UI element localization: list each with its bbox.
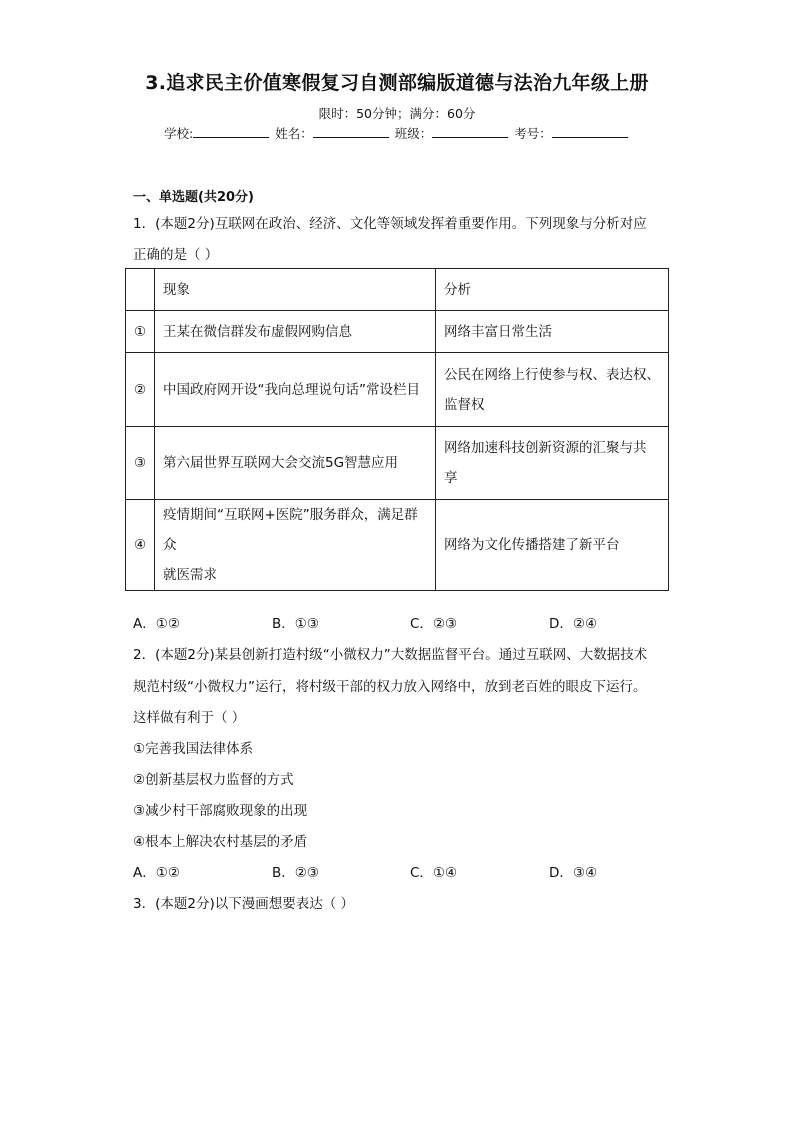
name-label: 姓名： [275, 126, 313, 141]
q2-item: ④根本上解决农村基层的矛盾 [133, 834, 308, 850]
exam-number-blank[interactable] [552, 125, 628, 138]
table-row [126, 311, 669, 353]
q2-option-a[interactable]: A．①② [133, 865, 180, 881]
q2-option-d[interactable]: D．③④ [549, 865, 598, 881]
name-blank[interactable] [313, 125, 389, 138]
q1-stem-line2: 正确的是（ ） [133, 247, 219, 263]
q2-item: ①完善我国法律体系 [133, 741, 254, 757]
q1-stem-line1: 1．(本题2分)互联网在政治、经济、文化等领域发挥着重要作用。下列现象与分析对应 [133, 216, 647, 232]
row-number: ③ [126, 427, 155, 500]
row-phenomenon-line: 就医需求 [163, 567, 217, 583]
q2-option-c[interactable]: C．①④ [410, 865, 458, 881]
school-label: 学校: [164, 126, 194, 141]
class-label: 班级： [394, 126, 433, 141]
exam-subtitle: 限时：50分钟；满分：60分 [318, 106, 476, 121]
q2-item: ②创新基层权力监督的方式 [133, 772, 294, 788]
row-number: ② [126, 353, 155, 427]
q1-option-b[interactable]: B．①③ [272, 616, 319, 632]
q2-stem-line1: 2．(本题2分)某县创新打造村级“小微权力”大数据监督平台。通过互联网、大数据技术 [133, 647, 648, 663]
q2-stem-line2: 规范村级“小微权力”运行，将村级干部的权力放入网络中，放到老百姓的眼皮下运行。 [133, 679, 647, 695]
row-analysis: 网络为文化传播搭建了新平台 [436, 500, 669, 591]
table-row [126, 500, 669, 591]
row-phenomenon: 王某在微信群发布虚假网购信息 [155, 311, 436, 353]
q1-option-d[interactable]: D．②④ [549, 616, 598, 632]
row-analysis-line: 网络加速科技创新资源的汇聚与共 [444, 440, 647, 456]
row-analysis-line: 公民在网络上行使参与权、表达权、 [444, 366, 660, 383]
exam-title: 3.追求民主价值寒假复习自测部编版道德与法治九年级上册 [145, 72, 649, 94]
row-analysis-line: 监督权 [444, 396, 485, 413]
row-phenomenon-line: 疫情期间“互联网+医院”服务群众，满足群众 [163, 507, 418, 553]
q1-option-c[interactable]: C．②③ [410, 616, 458, 632]
q3-stem-line1: 3．(本题2分)以下漫画想要表达（ ） [133, 896, 355, 912]
table-header-row [126, 269, 669, 311]
q2-item: ③减少村干部腐败现象的出现 [133, 803, 308, 819]
student-info-line [164, 124, 630, 142]
table-row [126, 427, 669, 500]
row-analysis [436, 353, 669, 427]
row-analysis [436, 427, 669, 500]
row-phenomenon: 中国政府网开设“我向总理说句话”常设栏目 [155, 353, 436, 427]
row-number: ④ [126, 500, 155, 591]
row-analysis-line: 享 [444, 470, 458, 486]
q2-stem-line3: 这样做有利于（ ） [133, 710, 246, 726]
q2-option-b[interactable]: B．②③ [272, 865, 319, 881]
row-phenomenon: 第六届世界互联网大会交流5G智慧应用 [155, 427, 436, 500]
row-number: ① [126, 311, 155, 353]
table-row [126, 353, 669, 427]
table-header-phenomenon: 现象 [155, 269, 436, 311]
row-phenomenon [155, 500, 436, 591]
q1-option-a[interactable]: A．①② [133, 616, 180, 632]
class-blank[interactable] [432, 125, 508, 138]
q1-table [125, 268, 669, 591]
section-heading: 一、单选题(共20分) [133, 190, 254, 205]
exam-number-label: 考号： [514, 126, 552, 141]
table-header-blank [126, 269, 155, 311]
row-analysis: 网络丰富日常生活 [436, 311, 669, 353]
table-header-analysis: 分析 [436, 269, 669, 311]
school-blank[interactable] [193, 125, 269, 138]
